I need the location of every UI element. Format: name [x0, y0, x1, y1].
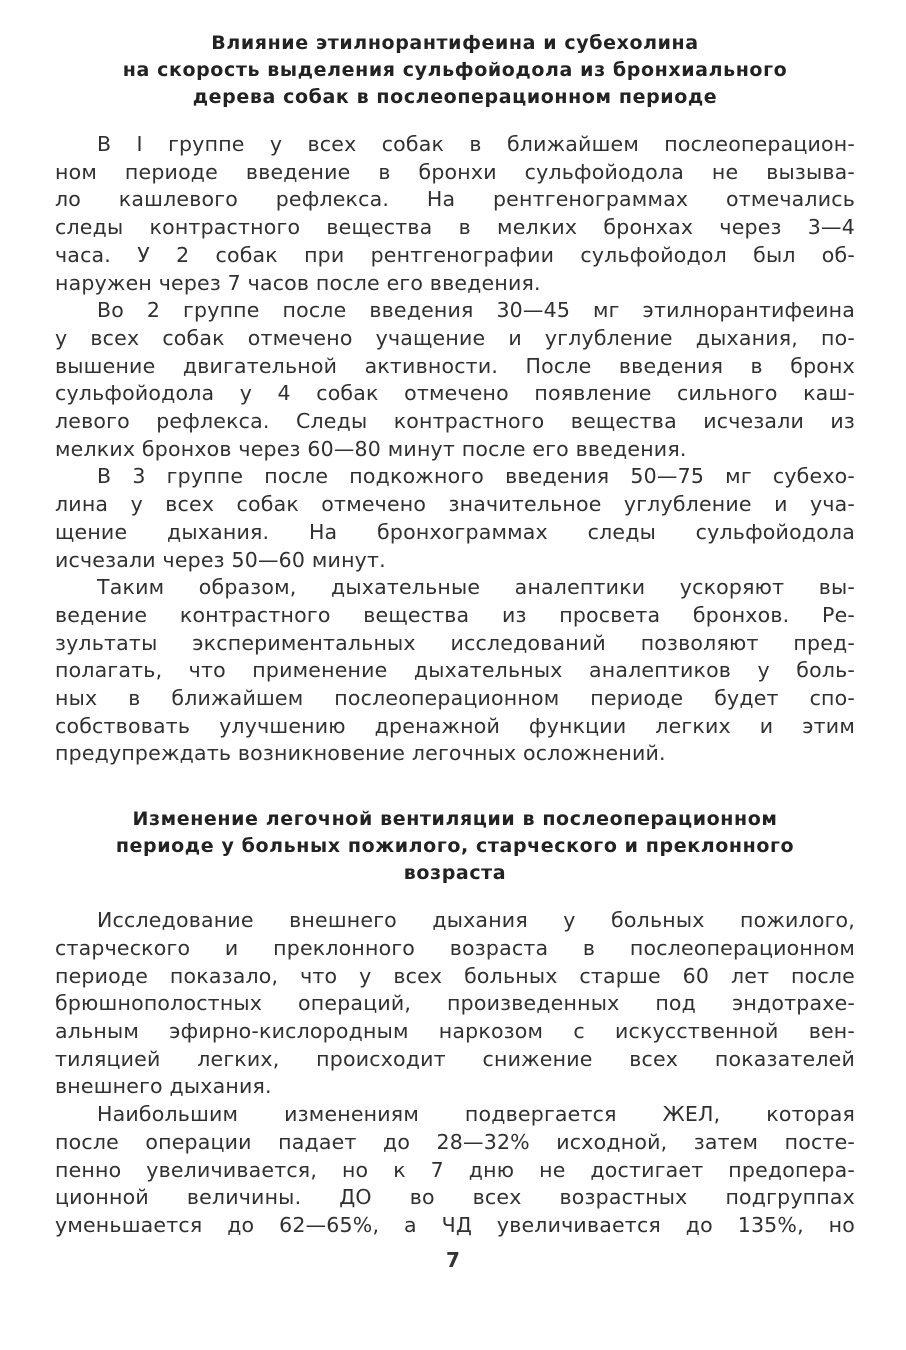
- text-line: исчезали через 50—60 минут.: [55, 547, 386, 572]
- text-line: следы контрастного вещества в мелких бронхах через 3—4: [55, 215, 855, 240]
- text-line: внешнего дыхания.: [55, 1074, 272, 1099]
- text-line: В I группе у всех собак в ближайшем послеоперацион-: [97, 132, 855, 156]
- text-line: лина у всех собак отмечено значительное углубление и уча-: [55, 492, 855, 517]
- text-line: ном периоде введение в бронхи сульфойодола не вызыва-: [55, 159, 855, 184]
- text-line: щение дыхания. На бронхограммах следы сульфойодола: [55, 519, 855, 544]
- text-line: тиляцией легких, происходит снижение всех показателей: [55, 1046, 855, 1071]
- text-line: Исследование внешнего дыхания у больных пожилого,: [97, 908, 855, 933]
- text-line: зультаты экспериментальных исследований позволяют пред-: [55, 630, 855, 655]
- text-line: предупреждать возникновение легочных осложнений.: [55, 741, 666, 766]
- text-line: после операции падает до 28—32% исходной, затем посте-: [55, 1129, 855, 1154]
- page-number: 7: [446, 1248, 460, 1272]
- text-line: альным эфирно-кислородным наркозом с искусственной вен-: [55, 1018, 855, 1043]
- title-line: возраста: [403, 862, 507, 885]
- text-line: пенно увеличивается, но к 7 дню не достигает предопера-: [55, 1157, 855, 1182]
- text-line: периоде показало, что у всех больных старше 60 лет после: [55, 963, 855, 988]
- text-line: Во 2 группе после введения 30—45 мг этилнорантифеина: [97, 298, 855, 323]
- text-line: собствовать улучшению дренажной функции легких и этим: [55, 713, 855, 738]
- text-line: В 3 группе после подкожного введения 50—75 мг субехо-: [97, 464, 855, 489]
- text-line: уменьшается до 62—65%, а ЧД увеличивается до 135%, но: [55, 1212, 855, 1237]
- text-line: левого рефлекса. Следы контрастного вещества исчезали из: [55, 409, 855, 434]
- title-line: периоде у больных пожилого, старческого и преклонного: [115, 835, 795, 858]
- paragraph: [55, 463, 855, 574]
- paragraph: [55, 574, 855, 768]
- text-line: брюшнополостных операций, произведенных под эндотрахе-: [55, 991, 855, 1016]
- text-line: ных в ближайшем послеоперационном периоде будет спо-: [55, 686, 855, 711]
- text-line: полагать, что применение дыхательных аналептиков у боль-: [55, 658, 855, 683]
- title-line: Изменение легочной вентиляции в послеоперационном: [132, 808, 778, 831]
- text-line: часа. У 2 собак при рентгенографии сульфойодол был об-: [55, 242, 855, 267]
- paragraph: [55, 131, 855, 297]
- title-line: дерева собак в послеоперационном периоде: [192, 86, 718, 108]
- paragraph: [55, 907, 855, 1101]
- paragraph: [55, 1101, 855, 1240]
- text-line: вышение двигательной активности. После введения в бронх: [55, 353, 855, 378]
- text-line: ло кашлевого рефлекса. На рентгенограммах отмечались: [55, 187, 855, 212]
- title-line: Влияние этилнорантифеина и субехолина: [211, 32, 699, 54]
- text-line: у всех собак отмечено учащение и углубление дыхания, по-: [55, 325, 855, 350]
- section-title: [55, 30, 855, 111]
- text-line: мелких бронхов через 60—80 минут после его введения.: [55, 436, 687, 461]
- text-line: наружен через 7 часов после его введения.: [55, 270, 541, 295]
- text-line: ведение контрастного вещества из просвета бронхов. Ре-: [55, 602, 855, 627]
- section-effect-of-analeptics: [55, 30, 855, 768]
- text-line: сульфойодола у 4 собак отмечено появление сильного каш-: [55, 381, 855, 406]
- section-title: [55, 806, 855, 887]
- text-line: Таким образом, дыхательные аналептики ускоряют вы-: [97, 575, 855, 600]
- page: [55, 30, 855, 1240]
- paragraph: [55, 297, 855, 463]
- section-lung-ventilation: [55, 806, 855, 1239]
- text-line: Наибольшим изменениям подвергается ЖЕЛ, которая: [97, 1102, 855, 1127]
- title-line: на скорость выделения сульфойодола из бронхиального: [122, 59, 788, 81]
- text-line: ционной величины. ДО во всех возрастных подгруппах: [55, 1185, 855, 1210]
- text-line: старческого и преклонного возраста в послеоперационном: [55, 935, 855, 960]
